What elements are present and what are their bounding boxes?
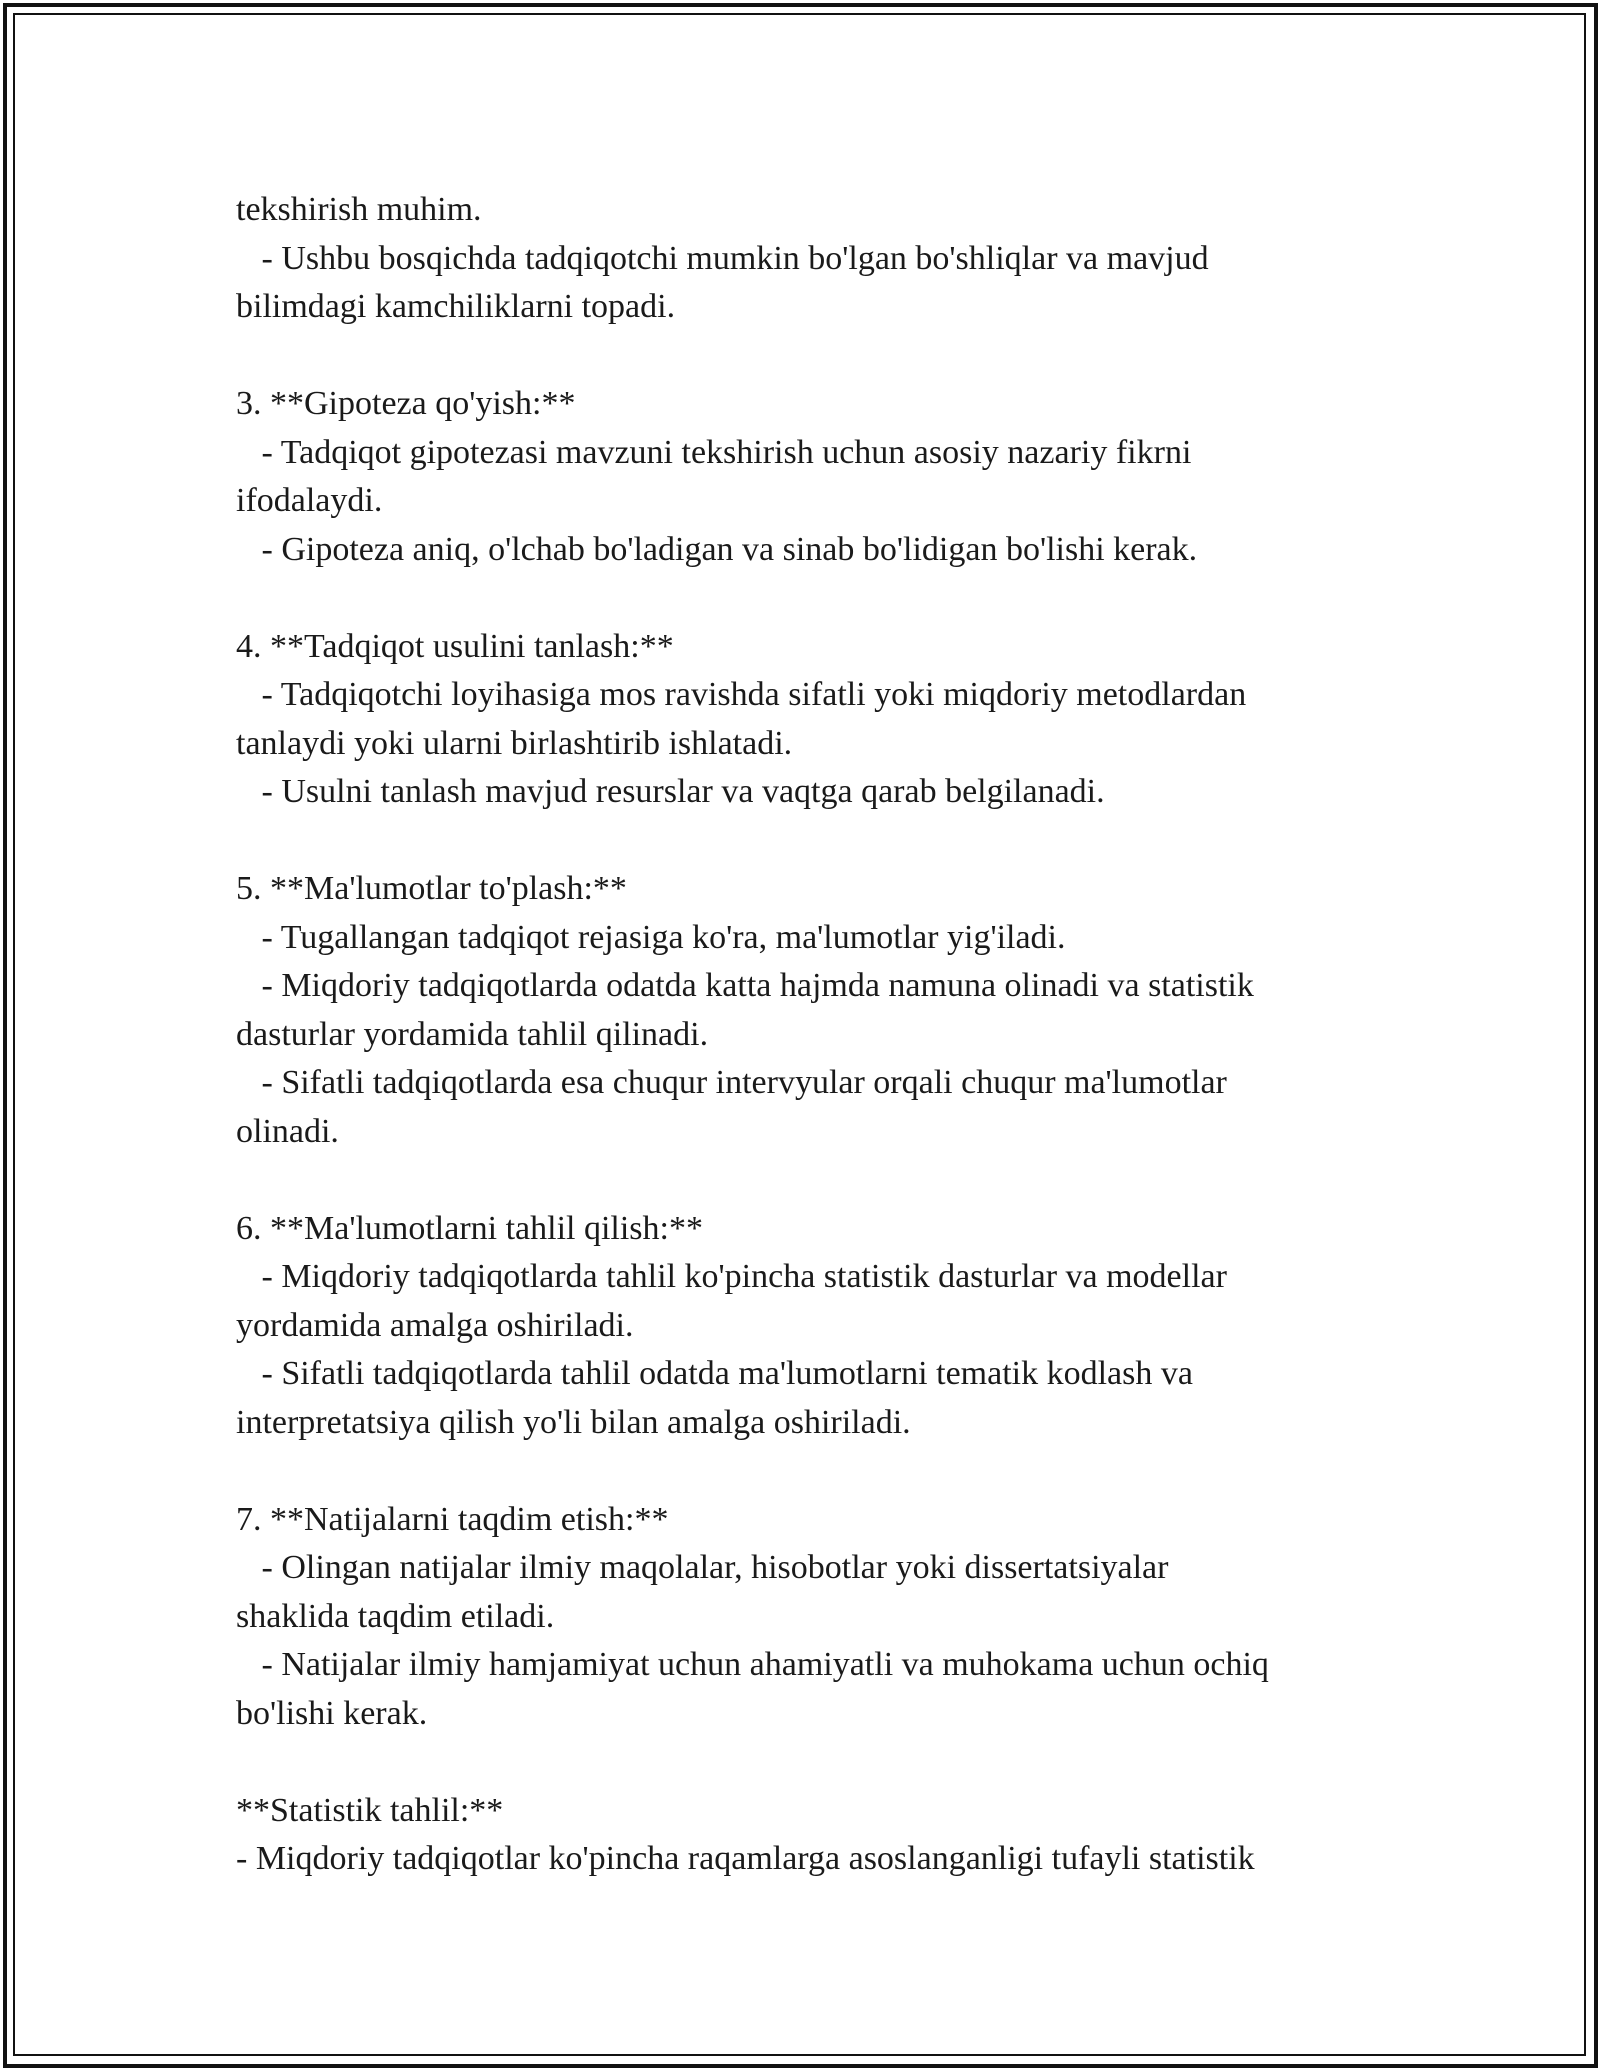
blank-line (236, 1156, 1376, 1205)
text-line: - Miqdoriy tadqiqotlarda tahlil ko'pincha statistik dasturlar va modellar (236, 1258, 1227, 1295)
text-line: dasturlar yordamida tahlil qilinadi. (236, 1015, 709, 1053)
text-line: - Olingan natijalar ilmiy maqolalar, hisobotlar yoki dissertatsiyalar (236, 1549, 1169, 1586)
text-line: tanlaydi yoki ularni birlashtirib ishlatadi. (236, 724, 793, 762)
text-line: - Natijalar ilmiy hamjamiyat uchun ahamiyatli va muhokama uchun ochiq (236, 1646, 1269, 1683)
text-line: - Usulni tanlash mavjud resurslar va vaqtga qarab belgilanadi. (236, 773, 1105, 810)
text-line: interpretatsiya qilish yo'li bilan amalga oshiriladi. (236, 1403, 911, 1441)
text-line: - Sifatli tadqiqotlarda tahlil odatda ma'lumotlarni tematik kodlash va (236, 1355, 1193, 1392)
text-line: - Miqdoriy tadqiqotlarda odatda katta hajmda namuna olinadi va statistik (236, 967, 1254, 1004)
text-line: - Tadqiqotchi loyihasiga mos ravishda sifatli yoki miqdoriy metodlardan (236, 676, 1247, 713)
text-line: ifodalaydi. (236, 482, 383, 519)
text-line: - Ushbu bosqichda tadqiqotchi mumkin bo'lgan bo'shliqlar va mavjud (236, 239, 1209, 277)
text-line: - Gipoteza aniq, o'lchab bo'ladigan va sinab bo'lidigan bo'lishi kerak. (236, 530, 1198, 568)
document-body (236, 186, 1376, 1884)
text-line: bilimdagi kamchiliklarni topadi. (236, 288, 676, 325)
blank-line (236, 574, 1376, 623)
text-line: - Tugallangan tadqiqot rejasiga ko'ra, ma'lumotlar yig'iladi. (236, 918, 1066, 956)
blank-line (236, 332, 1376, 381)
blank-line (236, 817, 1376, 866)
blank-line (236, 1738, 1376, 1787)
text-line: 3. **Gipoteza qo'yish:** (236, 385, 576, 422)
text-line: 6. **Ma'lumotlarni tahlil qilish:** (236, 1209, 703, 1247)
text-line: 4. **Tadqiqot usulini tanlash:** (236, 627, 674, 665)
text-line: **Statistik tahlil:** (236, 1791, 504, 1829)
text-line: shaklida taqdim etiladi. (236, 1597, 555, 1635)
text-line: - Miqdoriy tadqiqotlar ko'pincha raqamlarga asoslanganligi tufayli statistik (236, 1840, 1255, 1877)
text-line: tekshirish muhim. (236, 191, 482, 228)
text-line: yordamida amalga oshiriladi. (236, 1306, 634, 1344)
text-line: 7. **Natijalarni taqdim etish:** (236, 1500, 669, 1538)
text-line: - Tadqiqot gipotezasi mavzuni tekshirish uchun asosiy nazariy fikrni (236, 433, 1192, 471)
text-line: - Sifatli tadqiqotlarda esa chuqur intervyular orqali chuqur ma'lumotlar (236, 1064, 1227, 1101)
blank-line (236, 1447, 1376, 1496)
text-line: bo'lishi kerak. (236, 1694, 428, 1732)
text-line: 5. **Ma'lumotlar to'plash:** (236, 870, 627, 907)
text-line: olinadi. (236, 1112, 339, 1150)
